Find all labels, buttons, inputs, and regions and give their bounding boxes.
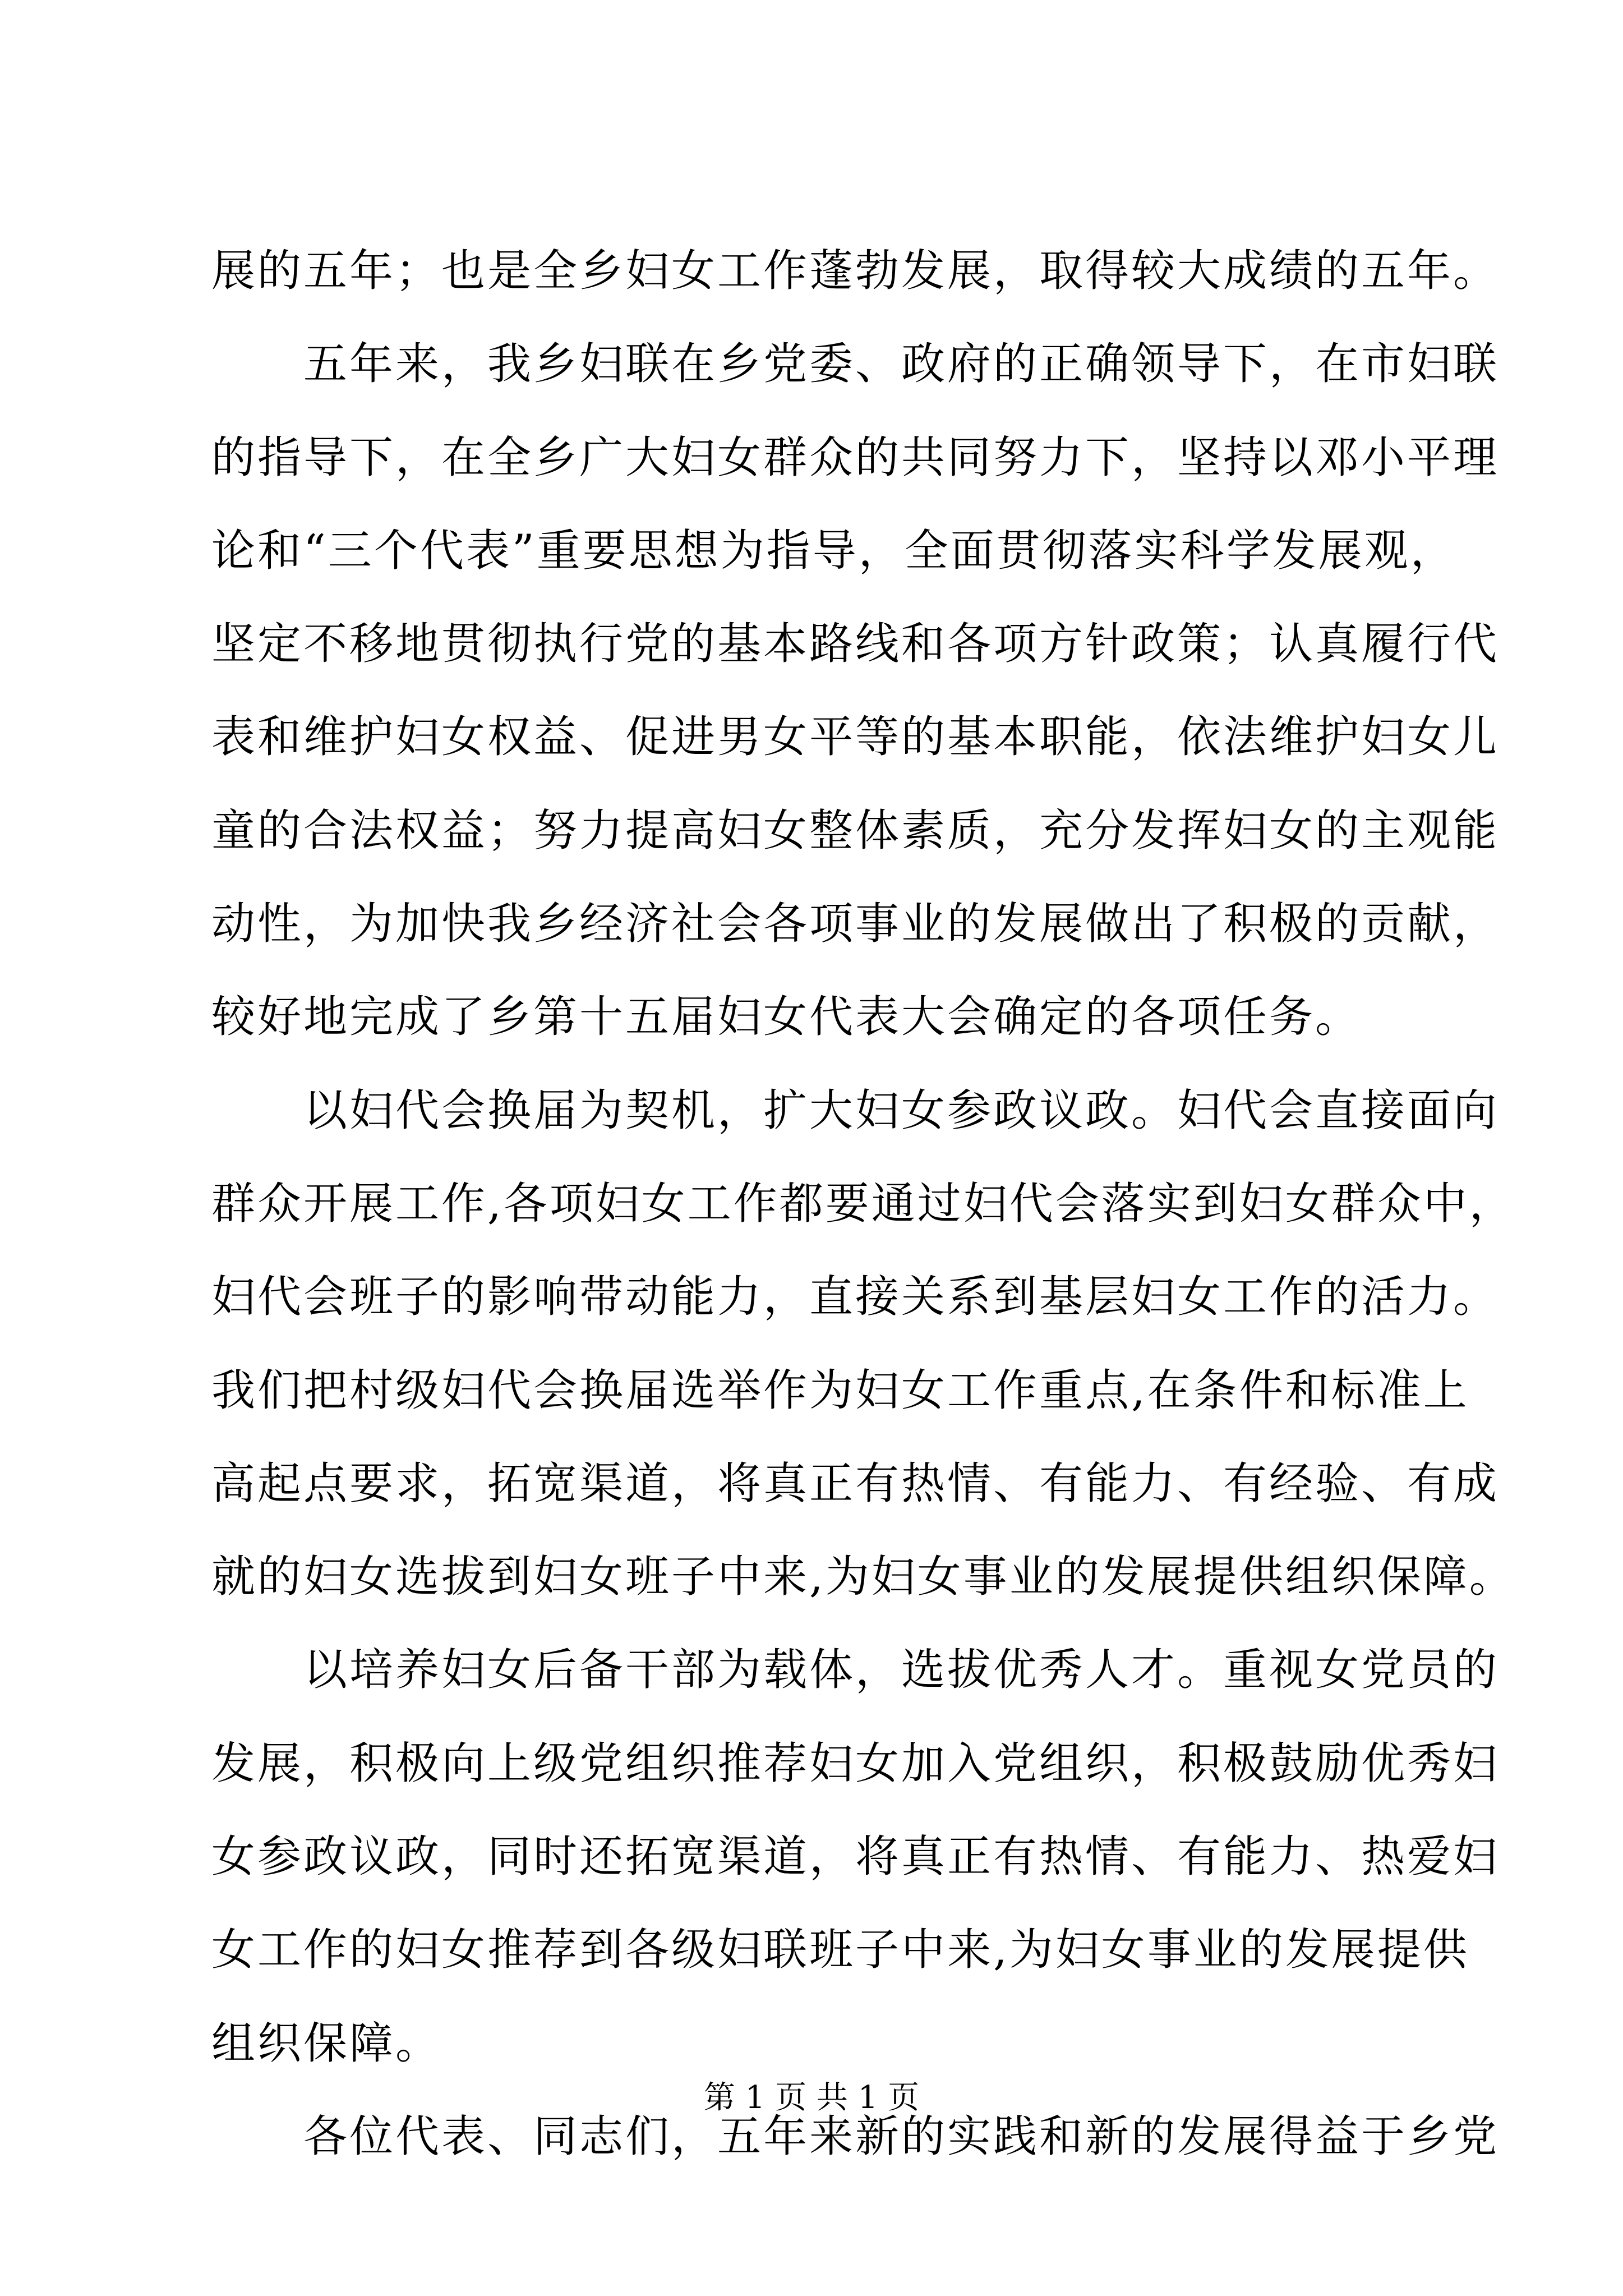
text-line: 展的五年；也是全乡妇女工作蓬勃发展，取得较大成绩的五年。 xyxy=(211,246,1500,296)
text-line: 以妇代会换届为契机，扩大妇女参政议政。妇代会直接面向 xyxy=(211,1085,1500,1136)
text-line: 童的合法权益；努力提高妇女整体素质，充分发挥妇女的主观能 xyxy=(211,805,1500,856)
text-line: 以培养妇女后备干部为载体，选拔优秀人才。重视女党员的 xyxy=(211,1645,1500,1696)
text-line: 女参政议政，同时还拓宽渠道，将真正有热情、有能力、热爱妇 xyxy=(211,1832,1500,1883)
text-line: 妇代会班子的影响带动能力，直接关系到基层妇女工作的活力。 xyxy=(211,1272,1500,1323)
text-line: 各位代表、同志们，五年来新的实践和新的发展得益于乡党 xyxy=(211,2111,1500,2162)
text-line: 五年来，我乡妇联在乡党委、政府的正确领导下，在市妇联 xyxy=(211,339,1500,390)
text-line: 动性，为加快我乡经济社会各项事业的发展做出了积极的贡献， xyxy=(211,899,1500,950)
text-line: 女工作的妇女推荐到各级妇联班子中来,为妇女事业的发展提供 xyxy=(211,1925,1469,1976)
text-line: 高起点要求，拓宽渠道，将真正有热情、有能力、有经验、有成 xyxy=(211,1458,1500,1509)
text-line: 组织保障。 xyxy=(211,2018,442,2069)
text-line: 论和“三个代表”重要思想为指导，全面贯彻落实科学发展观， xyxy=(211,525,1456,576)
page-footer xyxy=(0,2076,1623,2120)
document-body xyxy=(211,224,1515,2183)
text-line: 坚定不移地贯彻执行党的基本路线和各项方针政策；认真履行代 xyxy=(211,619,1500,670)
text-line: 我们把村级妇代会换届选举作为妇女工作重点,在条件和标准上 xyxy=(211,1365,1469,1416)
page-number-label: 第 1 页 共 1 页 xyxy=(703,2079,920,2116)
text-line: 的指导下，在全乡广大妇女群众的共同努力下，坚持以邓小平理 xyxy=(211,432,1500,483)
text-line: 表和维护妇女权益、促进男女平等的基本职能，依法维护妇女儿 xyxy=(211,712,1500,763)
text-line: 发展，积极向上级党组织推荐妇女加入党组织，积极鼓励优秀妇 xyxy=(211,1738,1500,1789)
text-line: 就的妇女选拔到妇女班子中来,为妇女事业的发展提供组织保障。 xyxy=(211,1552,1515,1603)
text-line: 较好地完成了乡第十五届妇女代表大会确定的各项任务。 xyxy=(211,992,1362,1043)
text-line: 群众开展工作,各项妇女工作都要通过妇代会落实到妇女群众中， xyxy=(211,1178,1515,1229)
